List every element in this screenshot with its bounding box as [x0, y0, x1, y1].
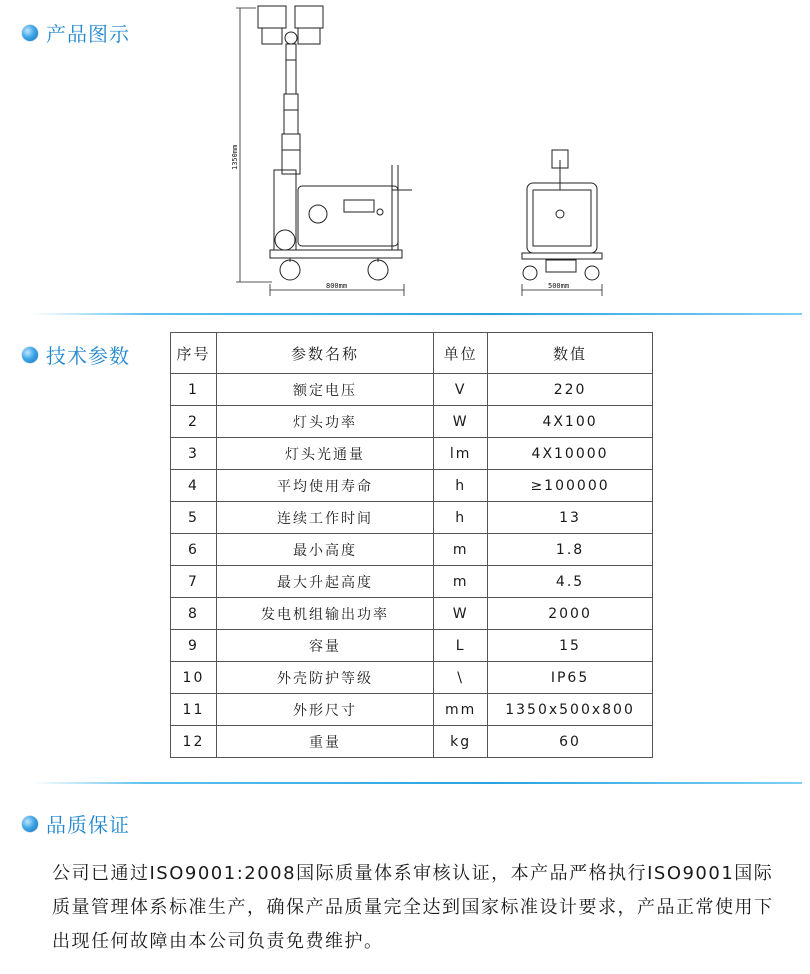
section-header-tech-params	[22, 340, 130, 369]
cell-index: 8	[171, 598, 217, 630]
cell-value: IP65	[488, 662, 653, 694]
cell-index: 6	[171, 534, 217, 566]
table-row	[171, 374, 653, 406]
cell-value: 15	[488, 630, 653, 662]
table-row	[171, 470, 653, 502]
cell-index: 9	[171, 630, 217, 662]
table-row	[171, 534, 653, 566]
wheel	[523, 266, 537, 280]
section-title: 产品图示	[46, 22, 130, 46]
cell-unit: h	[434, 470, 488, 502]
cell-value: 2000	[488, 598, 653, 630]
generator-body	[298, 186, 398, 246]
depth-dimension-label: 500mm	[548, 282, 570, 290]
table-row	[171, 438, 653, 470]
cell-index: 1	[171, 374, 217, 406]
table-row	[171, 406, 653, 438]
cell-index: 10	[171, 662, 217, 694]
section-title: 技术参数	[46, 344, 130, 368]
cell-unit: m	[434, 534, 488, 566]
cell-param-name: 连续工作时间	[216, 502, 433, 534]
cell-unit: kg	[434, 726, 488, 758]
cell-value: 1.8	[488, 534, 653, 566]
height-dimension-label: 1350mm	[231, 144, 239, 170]
cell-unit: \	[434, 662, 488, 694]
product-drawing	[0, 0, 810, 310]
cell-param-name: 最大升起高度	[216, 566, 433, 598]
cell-index: 4	[171, 470, 217, 502]
cell-unit: lm	[434, 438, 488, 470]
table-row	[171, 598, 653, 630]
cell-unit: mm	[434, 694, 488, 726]
cell-unit: m	[434, 566, 488, 598]
cell-param-name: 最小高度	[216, 534, 433, 566]
cell-value: 60	[488, 726, 653, 758]
table-header-row	[171, 333, 653, 374]
cell-unit: W	[434, 598, 488, 630]
cell-param-name: 灯头功率	[216, 406, 433, 438]
wheel	[280, 260, 300, 280]
lamp-head	[258, 6, 286, 28]
quality-paragraph: 公司已通过ISO9001:2008国际质量体系审核认证，本产品严格执行ISO9001国际质量管理体系标准生产，确保产品质量完全达到国家标准设计要求，产品正常使用下出现任何故障由本公司负责免费维护。	[52, 863, 774, 952]
cell-param-name: 容量	[216, 630, 433, 662]
cell-value: 1350x500x800	[488, 694, 653, 726]
cell-param-name: 发电机组输出功率	[216, 598, 433, 630]
divider	[32, 313, 802, 315]
divider	[32, 782, 802, 784]
header-unit: 单位	[434, 333, 488, 374]
cell-index: 5	[171, 502, 217, 534]
cell-index: 7	[171, 566, 217, 598]
bullet-icon	[22, 347, 38, 363]
header-index: 序号	[171, 333, 217, 374]
cell-param-name: 平均使用寿命	[216, 470, 433, 502]
cell-index: 12	[171, 726, 217, 758]
mast	[286, 44, 296, 94]
header-param-name: 参数名称	[216, 333, 433, 374]
section-header-quality	[22, 809, 130, 838]
table-row	[171, 726, 653, 758]
table-row	[171, 630, 653, 662]
cell-value: 4.5	[488, 566, 653, 598]
cell-param-name: 外形尺寸	[216, 694, 433, 726]
cell-value: 4X10000	[488, 438, 653, 470]
table-row	[171, 566, 653, 598]
header-value: 数值	[488, 333, 653, 374]
cell-unit: h	[434, 502, 488, 534]
cell-unit: W	[434, 406, 488, 438]
cell-index: 3	[171, 438, 217, 470]
cell-param-name: 外壳防护等级	[216, 662, 433, 694]
section-title: 品质保证	[46, 813, 130, 837]
cell-value: 13	[488, 502, 653, 534]
spec-table	[170, 332, 653, 758]
table-row	[171, 502, 653, 534]
cell-value: 4X100	[488, 406, 653, 438]
lamp-head	[295, 6, 323, 28]
cell-unit: L	[434, 630, 488, 662]
table-row	[171, 694, 653, 726]
cell-index: 11	[171, 694, 217, 726]
cell-index: 2	[171, 406, 217, 438]
width-dimension-label: 800mm	[326, 282, 348, 290]
cell-param-name: 灯头光通量	[216, 438, 433, 470]
cell-param-name: 重量	[216, 726, 433, 758]
wheel	[368, 260, 388, 280]
cell-value: 220	[488, 374, 653, 406]
bullet-icon	[22, 816, 38, 832]
cell-unit: V	[434, 374, 488, 406]
cell-value: ≥100000	[488, 470, 653, 502]
cell-param-name: 额定电压	[216, 374, 433, 406]
wheel	[585, 266, 599, 280]
table-row	[171, 662, 653, 694]
